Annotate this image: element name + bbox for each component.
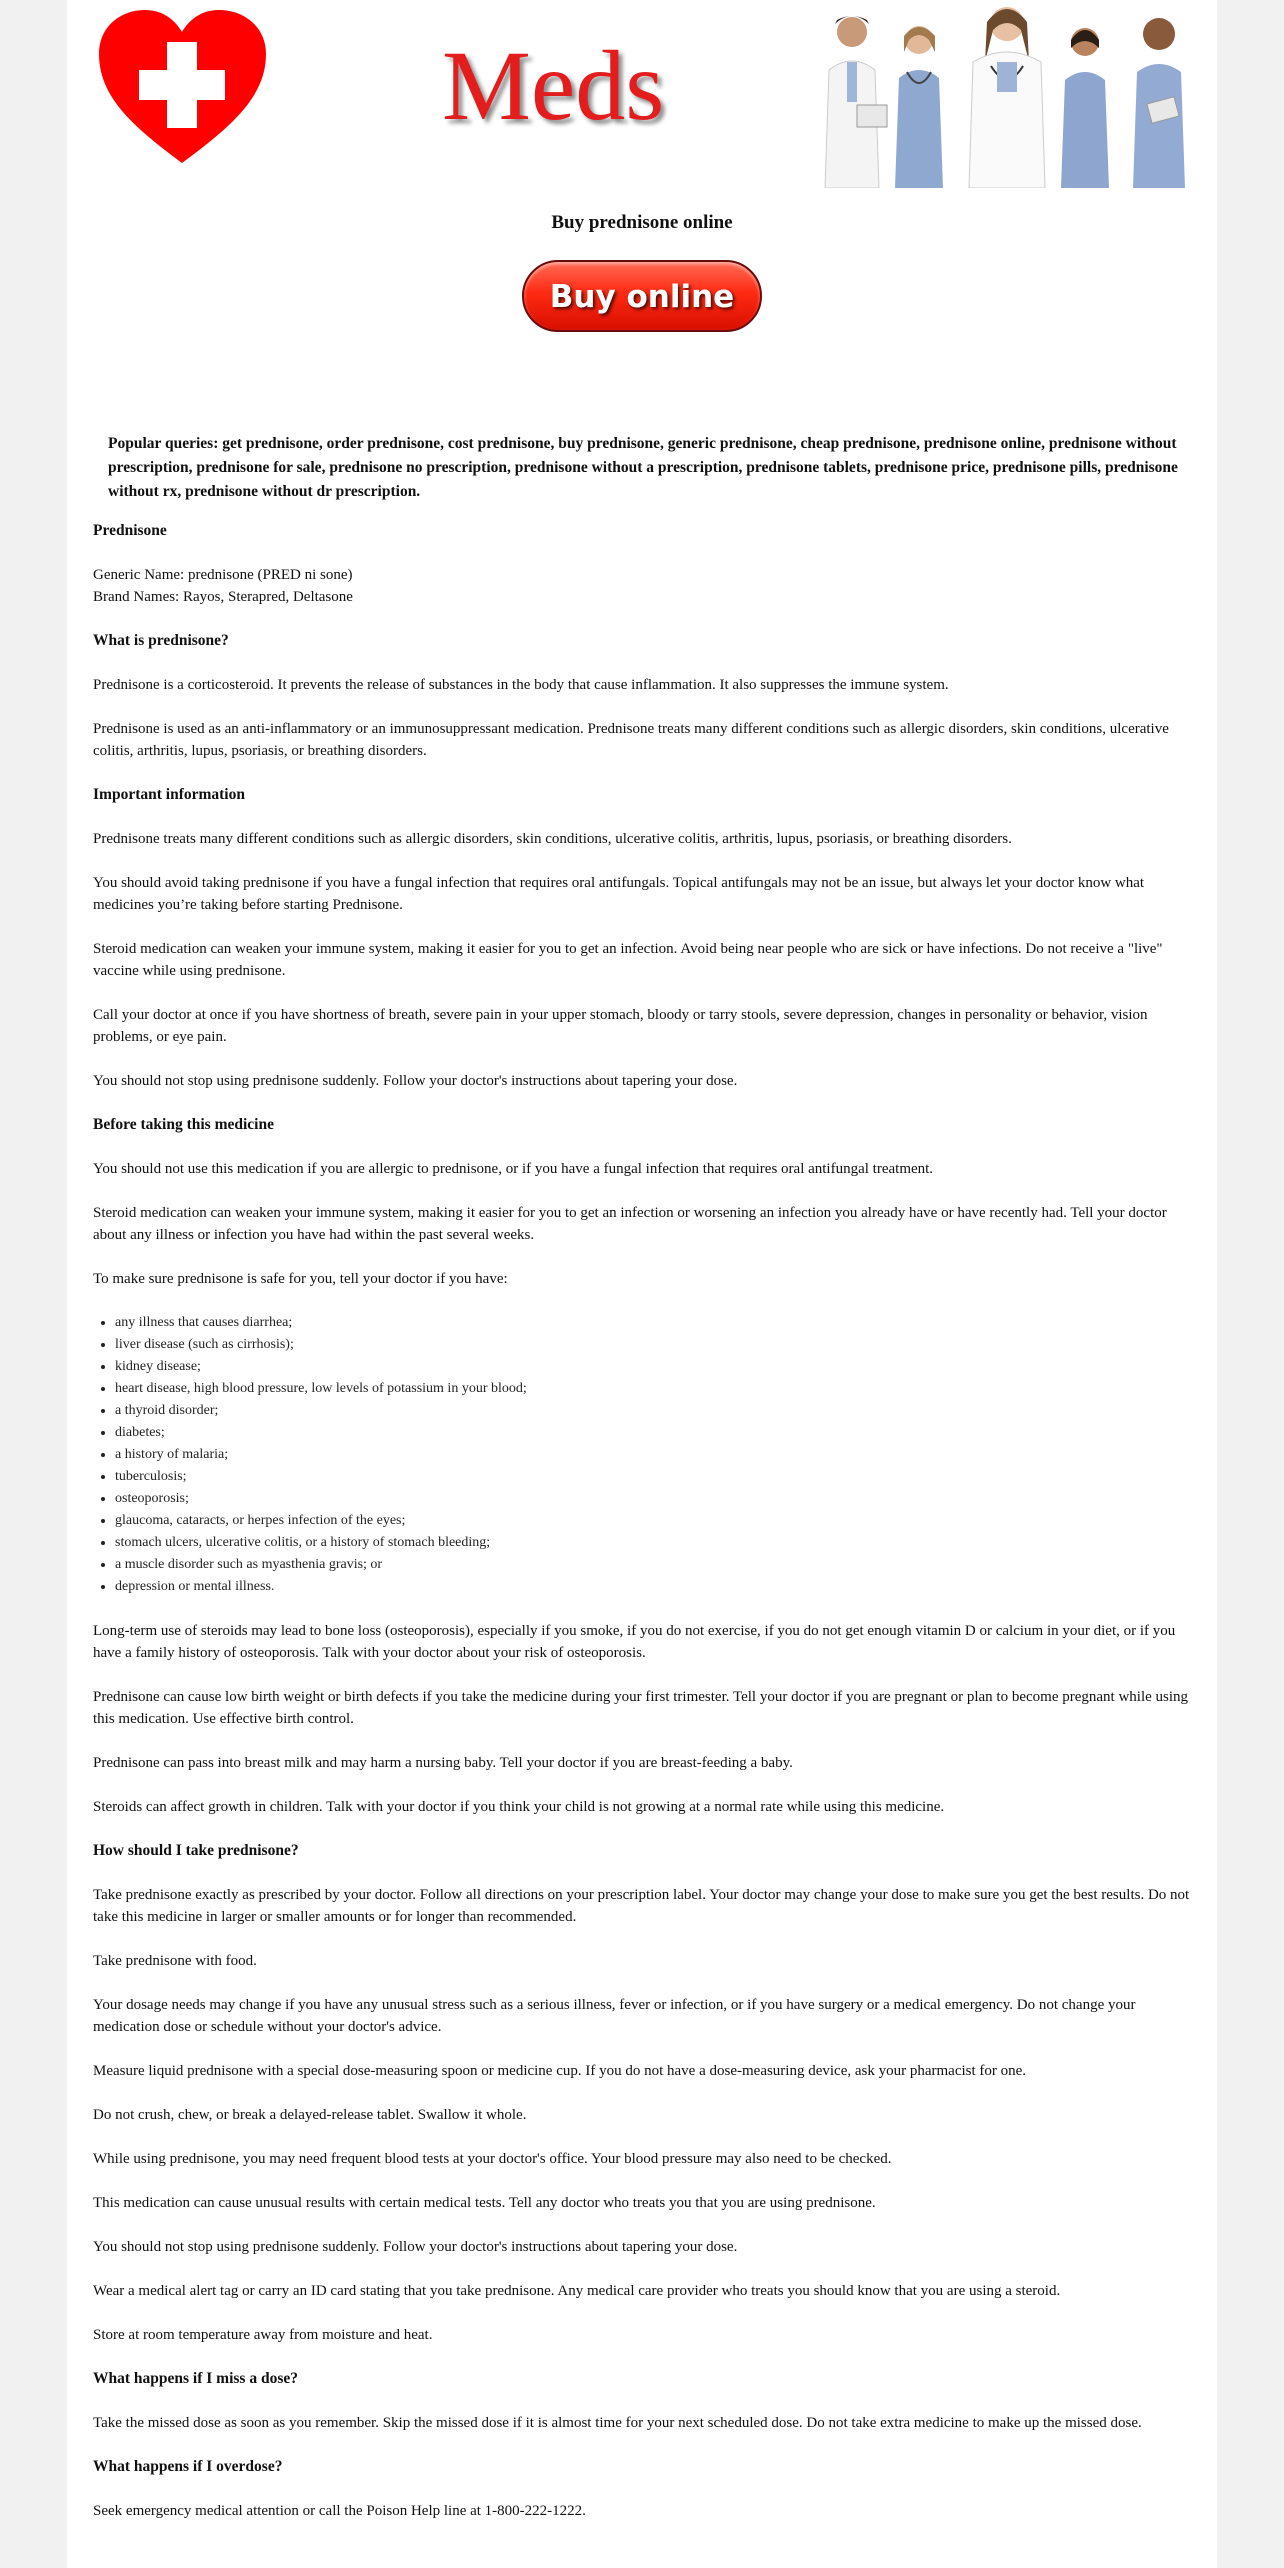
list-item: • glaucoma, cataracts, or herpes infection of the eyes; — [115, 1510, 1198, 1532]
list-item: • diabetes; — [115, 1422, 1198, 1444]
site-header — [67, 0, 1217, 190]
doctors-photo — [807, 0, 1207, 188]
paragraph: You should avoid taking prednisone if you have a fungal infection that requires oral antifungals. Topical antifungals may not be an issue, but always let your doctor know what medicines you’re taking before starting Prednisone. — [93, 875, 1145, 913]
paragraph: Measure liquid prednisone with a special dose-measuring spoon or medicine cup. If you do not have a dose-measuring device, ask your pharmacist for one. — [93, 2063, 1027, 2079]
buy-online-button[interactable]: Buy online — [522, 260, 762, 332]
drug-names — [93, 564, 1198, 608]
paragraph: Take prednisone exactly as prescribed by your doctor. Follow all directions on your prescription label. Your doctor may change your dose to make sure you get the best results. Do not take this medicine in larger or smaller amounts or for longer than recommended. — [93, 1887, 1190, 1925]
list-item: • tuberculosis; — [115, 1466, 1198, 1488]
article-content — [93, 520, 1198, 2544]
section-heading-before: Before taking this medicine — [93, 1116, 274, 1133]
heart-cross-icon — [95, 8, 270, 166]
paragraph: Steroids can affect growth in children. Talk with your doctor if you think your child is not growing at a normal rate while using this medicine. — [93, 1799, 945, 1815]
paragraph: Steroid medication can weaken your immune system, making it easier for you to get an infection. Avoid being near people who are sick or have infections. Do not receive a "live" vaccine while using prednisone. — [93, 941, 1163, 979]
paragraph: Wear a medical alert tag or carry an ID card stating that you take prednisone. Any medical care provider who treats you should know that you are using a steroid. — [93, 2283, 1061, 2299]
paragraph: You should not stop using prednisone suddenly. Follow your doctor's instructions about tapering your dose. — [93, 1073, 738, 1089]
conditions-list — [93, 1312, 1198, 1598]
list-item: • osteoporosis; — [115, 1488, 1198, 1510]
generic-name: Generic Name: prednisone (PRED ni sone) — [93, 567, 353, 583]
list-item: • any illness that causes diarrhea; — [115, 1312, 1198, 1334]
paragraph: Prednisone is used as an anti-inflammatory or an immunosuppressant medication. Prednisone treats many different conditions such as allergic disorders, skin conditions, ulcerative colitis, arthritis, lupus, psoriasis, or breathing disorders. — [93, 721, 1169, 759]
section-heading-missed: What happens if I miss a dose? — [93, 2370, 298, 2387]
list-item: • liver disease (such as cirrhosis); — [115, 1334, 1198, 1356]
paragraph: Steroid medication can weaken your immune system, making it easier for you to get an infection or worsening an infection you already have or have recently had. Tell your doctor about any illness or infection you have had within the past several weeks. — [93, 1205, 1167, 1243]
section-heading-what-is: What is prednisone? — [93, 632, 229, 649]
section-heading-important: Important information — [93, 786, 245, 803]
list-item: • a history of malaria; — [115, 1444, 1198, 1466]
paragraph: Do not crush, chew, or break a delayed-release tablet. Swallow it whole. — [93, 2107, 527, 2123]
paragraph: Prednisone can cause low birth weight or birth defects if you take the medicine during your first trimester. Tell your doctor if you are pregnant or plan to become pregnant while using this medication. Use effective birth control. — [93, 1689, 1189, 1727]
paragraph: Call your doctor at once if you have shortness of breath, severe pain in your upper stomach, bloody or tarry stools, severe depression, changes in personality or behavior, vision problems, or eye pain. — [93, 1007, 1148, 1045]
paragraph: Seek emergency medical attention or call the Poison Help line at 1-800-222-1222. — [93, 2503, 586, 2519]
article-title: Prednisone — [93, 522, 167, 539]
list-item: • a muscle disorder such as myasthenia gravis; or — [115, 1554, 1198, 1576]
paragraph: Prednisone can pass into breast milk and may harm a nursing baby. Tell your doctor if you are breast-feeding a baby. — [93, 1755, 793, 1771]
buy-heading: Buy prednisone online — [551, 212, 733, 233]
list-item: • kidney disease; — [115, 1356, 1198, 1378]
list-item: • stomach ulcers, ulcerative colitis, or a history of stomach bleeding; — [115, 1532, 1198, 1554]
paragraph: While using prednisone, you may need frequent blood tests at your doctor's office. Your blood pressure may also need to be checked. — [93, 2151, 892, 2167]
popular-queries: Popular queries: get prednisone, order prednisone, cost prednisone, buy prednisone, generic prednisone, cheap prednisone, prednisone online, prednisone without prescription, prednisone for sale, prednisone no prescription, prednisone without a prescription, prednisone tablets, prednisone price, prednisone pills, prednisone without rx, prednisone without dr prescription. — [108, 435, 1178, 500]
paragraph: This medication can cause unusual results with certain medical tests. Tell any doctor who treats you that you are using prednisone. — [93, 2195, 876, 2211]
site-title: Meds — [442, 30, 665, 141]
page-container — [67, 0, 1217, 2568]
paragraph: Long-term use of steroids may lead to bone loss (osteoporosis), especially if you smoke, if you do not exercise, if you do not get enough vitamin D or calcium in your diet, or if you have a family history of osteoporosis. Talk with your doctor about your risk of osteoporosis. — [93, 1623, 1176, 1661]
paragraph: Take the missed dose as soon as you remember. Skip the missed dose if it is almost time for your next scheduled dose. Do not take extra medicine to make up the missed dose. — [93, 2415, 1142, 2431]
list-item: • heart disease, high blood pressure, low levels of potassium in your blood; — [115, 1378, 1198, 1400]
list-item: • depression or mental illness. — [115, 1576, 1198, 1598]
paragraph: To make sure prednisone is safe for you, tell your doctor if you have: — [93, 1271, 508, 1287]
paragraph: Store at room temperature away from moisture and heat. — [93, 2327, 433, 2343]
paragraph: Your dosage needs may change if you have any unusual stress such as a serious illness, fever or infection, or if you have surgery or a medical emergency. Do not change your medication dose or schedule without your doctor's advice. — [93, 1997, 1136, 2035]
paragraph: You should not stop using prednisone suddenly. Follow your doctor's instructions about tapering your dose. — [93, 2239, 738, 2255]
paragraph: Take prednisone with food. — [93, 1953, 257, 1969]
paragraph: Prednisone treats many different conditions such as allergic disorders, skin conditions, ulcerative colitis, arthritis, lupus, psoriasis, or breathing disorders. — [93, 831, 1012, 847]
brand-names: Brand Names: Rayos, Sterapred, Deltasone — [93, 589, 353, 605]
paragraph: Prednisone is a corticosteroid. It prevents the release of substances in the body that cause inflammation. It also suppresses the immune system. — [93, 677, 949, 693]
list-item: • a thyroid disorder; — [115, 1400, 1198, 1422]
section-heading-how: How should I take prednisone? — [93, 1842, 299, 1859]
section-heading-overdose: What happens if I overdose? — [93, 2458, 283, 2475]
paragraph: You should not use this medication if you are allergic to prednisone, or if you have a fungal infection that requires oral antifungal treatment. — [93, 1161, 934, 1177]
